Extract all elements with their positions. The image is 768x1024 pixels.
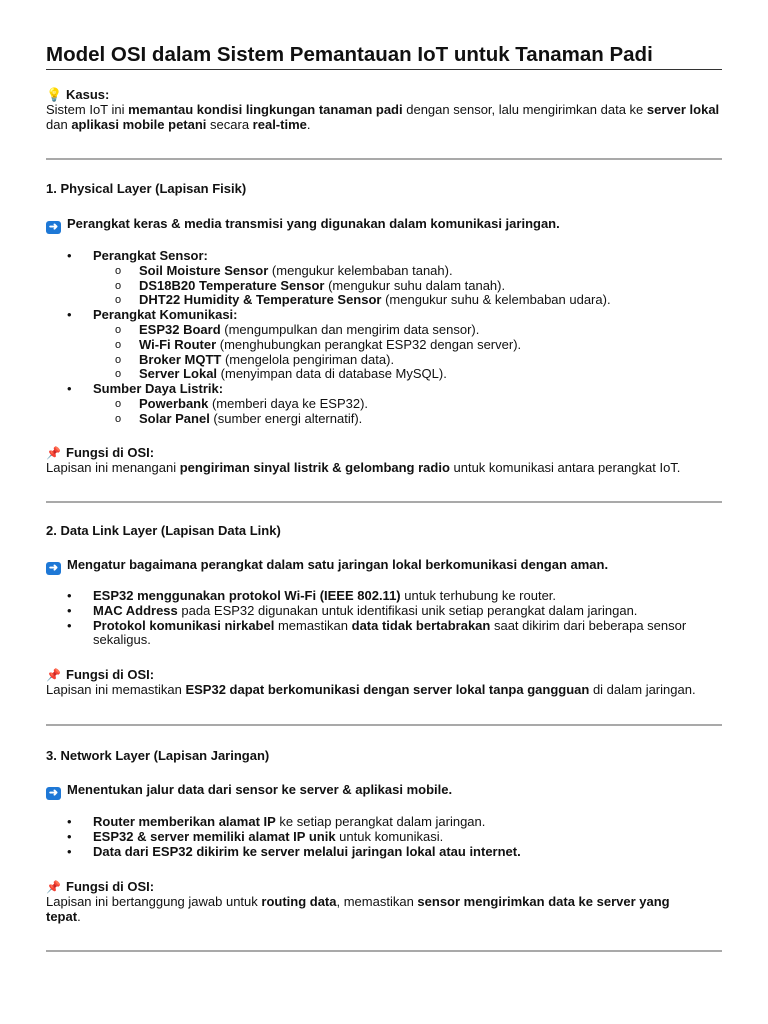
item-text: untuk komunikasi. <box>335 828 444 844</box>
list-item <box>46 830 722 845</box>
arrow-right-icon: ➜ <box>46 221 61 234</box>
sub-list-item <box>93 353 722 368</box>
text: dan <box>46 117 72 132</box>
fungsi-label: Fungsi di OSI: <box>66 667 155 682</box>
text: secara <box>206 117 253 132</box>
item-text: (mengukur suhu dalam tanah). <box>324 277 506 293</box>
section-2-fungsi-heading <box>46 667 722 683</box>
item-text: (mengukur kelembaban tanah). <box>268 262 453 278</box>
summary-text: Perangkat keras & media transmisi yang digunakan dalam komunikasi jaringan. <box>67 216 560 231</box>
item-bold: Soil Moisture Sensor <box>139 262 269 278</box>
divider <box>46 158 722 160</box>
list-item <box>46 249 722 308</box>
kasus-paragraph <box>46 102 722 132</box>
text: Lapisan ini bertanggung jawab untuk <box>46 894 262 909</box>
section-1-list <box>46 249 722 427</box>
section-3-fungsi-heading <box>46 879 722 895</box>
item-text: memastikan <box>274 617 352 633</box>
item-text: (mengukur suhu & kelembaban udara). <box>381 292 611 308</box>
text: Sistem IoT ini <box>46 102 129 117</box>
pushpin-icon: 📌 <box>46 446 61 460</box>
item-text: saat dikirim dari beberapa sensor sekaligus. <box>93 617 687 648</box>
item-bold: Protokol komunikasi nirkabel <box>93 617 275 633</box>
text-bold: real-time <box>252 117 307 132</box>
sub-list-item <box>93 264 722 279</box>
item-bold: data tidak bertabrakan <box>351 617 491 633</box>
section-3-fungsi-text <box>46 894 722 924</box>
section-2-fungsi-text <box>46 682 722 697</box>
text: Lapisan ini memastikan <box>46 682 186 697</box>
section-2-summary <box>46 557 722 575</box>
item-bold: Wi-Fi Router <box>139 336 217 352</box>
sub-list-item <box>93 323 722 338</box>
text-bold: aplikasi mobile petani <box>71 117 207 132</box>
section-1-fungsi-heading <box>46 445 722 461</box>
item-bold: DS18B20 Temperature Sensor <box>139 277 325 293</box>
arrow-right-icon: ➜ <box>46 787 61 800</box>
list-item <box>46 382 722 426</box>
sub-list-item <box>93 412 722 427</box>
divider <box>46 950 722 952</box>
list-item <box>46 619 722 649</box>
group-label: Perangkat Komunikasi: <box>93 307 238 323</box>
item-text: (memberi daya ke ESP32). <box>208 395 369 411</box>
section-1-title: 1. Physical Layer (Lapisan Fisik) <box>46 181 247 196</box>
text-bold: ESP32 dapat berkomunikasi dengan server lokal tanpa gangguan <box>185 682 590 697</box>
text-bold: pengiriman sinyal listrik & gelombang radio <box>179 460 450 475</box>
item-bold: Server Lokal <box>139 366 218 382</box>
section-1-fungsi-text <box>46 460 722 475</box>
kasus-heading <box>46 87 722 102</box>
text: , memastikan <box>336 894 418 909</box>
text: untuk komunikasi antara perangkat IoT. <box>449 460 681 475</box>
item-bold: MAC Address <box>93 602 178 618</box>
list-item <box>46 589 722 604</box>
item-bold: ESP32 & server memiliki alamat IP unik <box>93 828 336 844</box>
item-bold: Powerbank <box>139 395 209 411</box>
page-title: Model OSI dalam Sistem Pemantauan IoT untuk Tanaman Padi <box>46 42 722 70</box>
text-bold: server lokal <box>646 102 720 117</box>
list-item <box>46 604 722 619</box>
sub-list-item <box>93 397 722 412</box>
kasus-label: Kasus: <box>66 87 110 102</box>
item-bold: Router memberikan alamat IP <box>93 814 276 829</box>
sub-list-item <box>93 367 722 382</box>
lightbulb-icon: 💡 <box>46 87 63 102</box>
sub-list-item <box>93 279 722 294</box>
group-label: Sumber Daya Listrik: <box>93 381 224 397</box>
list-item <box>46 815 722 830</box>
list-item <box>46 308 722 382</box>
item-bold: DHT22 Humidity & Temperature Sensor <box>139 292 382 308</box>
pushpin-icon: 📌 <box>46 668 61 682</box>
section-2-list <box>46 589 722 648</box>
text-bold: routing data <box>261 894 337 909</box>
text: Lapisan ini menangani <box>46 460 180 475</box>
section-1-summary <box>46 216 722 234</box>
item-text: (mengumpulkan dan mengirim data sensor). <box>220 321 480 337</box>
item-text: (mengelola pengiriman data). <box>221 351 395 367</box>
section-3-title: 3. Network Layer (Lapisan Jaringan) <box>46 748 270 763</box>
text: dengan sensor, lalu mengirimkan data ke <box>402 102 647 117</box>
item-bold: Solar Panel <box>139 410 210 426</box>
section-2-title: 2. Data Link Layer (Lapisan Data Link) <box>46 523 281 538</box>
list-item <box>46 845 722 860</box>
item-text: untuk terhubung ke router. <box>400 588 557 603</box>
fungsi-label: Fungsi di OSI: <box>66 879 155 894</box>
divider <box>46 724 722 726</box>
item-text: (menyimpan data di database MySQL). <box>217 366 447 382</box>
text-bold: sensor mengirimkan data ke server yang tepat <box>46 894 670 924</box>
item-bold: Data dari ESP32 dikirim ke server melalui jaringan lokal atau internet. <box>93 843 521 859</box>
text: . <box>306 117 311 132</box>
item-text: (sumber energi alternatif). <box>209 410 363 426</box>
arrow-right-icon: ➜ <box>46 562 61 575</box>
summary-text: Mengatur bagaimana perangkat dalam satu jaringan lokal berkomunikasi dengan aman. <box>67 557 609 572</box>
item-bold: ESP32 Board <box>139 321 221 337</box>
sub-list-item <box>93 293 722 308</box>
text: di dalam jaringan. <box>589 682 696 697</box>
item-text: ke setiap perangkat dalam jaringan. <box>275 814 486 829</box>
item-bold: Broker MQTT <box>139 351 222 367</box>
text: . <box>77 909 81 924</box>
item-text: (menghubungkan perangkat ESP32 dengan server). <box>216 336 522 352</box>
item-text: pada ESP32 digunakan untuk identifikasi unik setiap perangkat dalam jaringan. <box>177 602 638 618</box>
text-bold: memantau kondisi lingkungan tanaman padi <box>128 102 403 117</box>
summary-text: Menentukan jalur data dari sensor ke server & aplikasi mobile. <box>67 782 453 797</box>
sub-list-item <box>93 338 722 353</box>
divider <box>46 501 722 503</box>
fungsi-label: Fungsi di OSI: <box>66 445 155 460</box>
section-3-summary <box>46 782 722 800</box>
group-label: Perangkat Sensor: <box>93 248 208 263</box>
pushpin-icon: 📌 <box>46 880 61 894</box>
item-bold: ESP32 menggunakan protokol Wi-Fi (IEEE 802.11) <box>93 588 401 603</box>
section-3-list <box>46 815 722 859</box>
